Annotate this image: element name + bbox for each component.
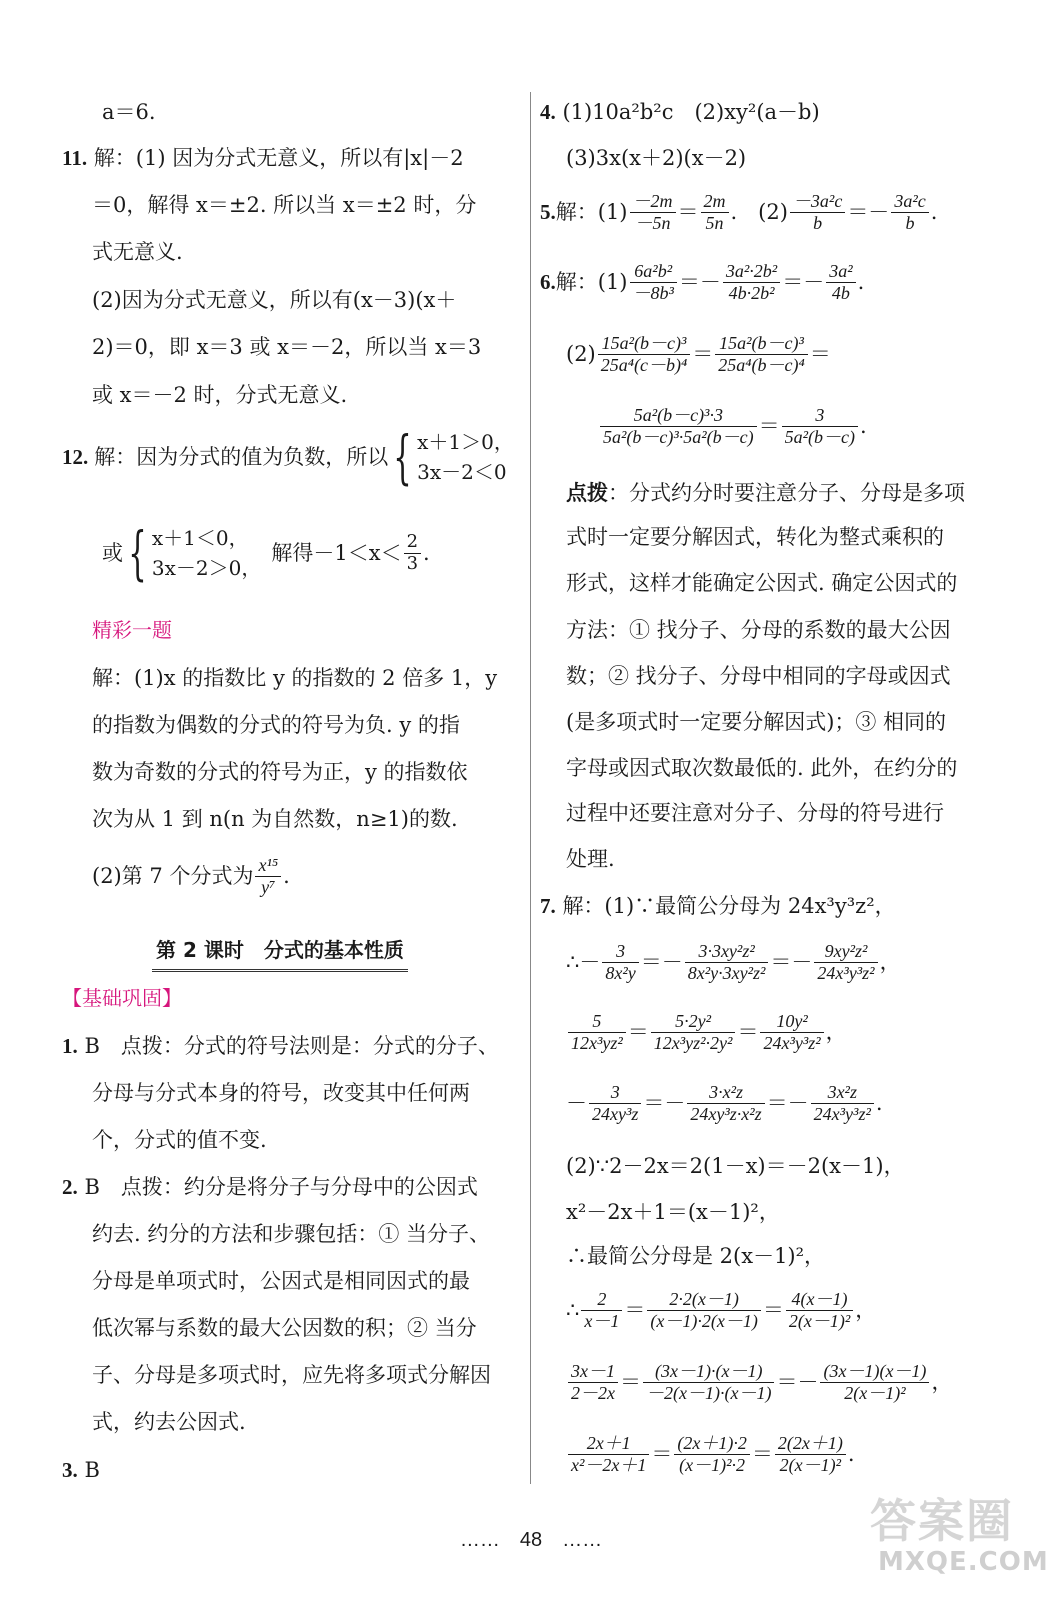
fraction: $\frac{(3x-1)\cdot(x-1)}{-2(x-1)\cdot(x-1)}$ xyxy=(643,1362,774,1403)
tip-line1: 点拨：分式约分时要注意分子、分母是多项 xyxy=(566,480,965,505)
page-number: …… 48 …… xyxy=(459,1529,603,1551)
tip-line5: 数；② 找分子、分母中相同的字母或因式 xyxy=(566,664,951,688)
question-number: 11. xyxy=(62,146,88,170)
q6-part2-cont: $\frac{\text{5a²(b－c)³·3}}{\text{5a²(b－c)³·5a²(b－c)}}$ ＝ $\frac{3}{\text{5a²(b－c)}}$ . xyxy=(598,406,867,447)
fraction: $\frac{\text{5a²(b－c)³·3}}{\text{5a²(b－c)³·5a²(b－c)}}$ xyxy=(600,406,757,447)
q2-line3: 分母是单项式时，公因式是相同因式的最 xyxy=(92,1269,470,1293)
fraction: $\frac{\text{3a²c}}{b}$ xyxy=(891,192,928,233)
brace-icon: { xyxy=(128,519,147,587)
inequality-system-2 xyxy=(123,519,262,587)
q11-line3: 式无意义. xyxy=(92,240,183,264)
fraction: $\frac{-2m}{-5n}$ xyxy=(630,192,676,233)
sys2-row1: x＋1＜0， xyxy=(151,526,249,550)
question-2: 2. B 点拨：约分是将分子与分母中的公因式 xyxy=(62,1175,478,1199)
question-4: 4. (1)10a²b²c (2)xy²(a－b) xyxy=(540,100,820,124)
fraction: $\frac{3}{\text{24xy³z}}$ xyxy=(589,1083,641,1124)
q11-line6: 或 x＝－2 时，分式无意义. xyxy=(92,383,348,407)
q7-eq-b: $\frac{5}{\text{12x³yz²}}$ ＝ $\frac{\text{5·2y²}}{\text{12x³yz²·2y²}}$ ＝ $\frac{\text{10y²}}{\text{24x³y³z²}}$ ， xyxy=(566,1012,847,1053)
watermark xyxy=(870,1485,1049,1585)
jingcai-heading: 精彩一题 xyxy=(92,618,172,642)
sys1-row1: x＋1＞0， xyxy=(417,430,514,454)
question-6: 6. 解：(1) $\frac{\text{6a²b²}}{\text{－8b³}}$ ＝－ $\frac{\text{3a²·2b²}}{\text{4b·2b²}}$ ＝－ $\frac{\text{3a²}}{4b}$ . xyxy=(540,261,865,303)
q2-line2: 约去. 约分的方法和步骤包括：① 当分子、 xyxy=(92,1222,491,1246)
fraction: $\frac{\text{15a²(b－c)³}}{\text{25a⁴(c－b)⁴}}$ xyxy=(598,334,691,375)
column-divider xyxy=(530,92,531,1484)
fraction: $\frac{(2x+1)\cdot 2}{\text{(x－1)²·2}}$ xyxy=(674,1434,749,1475)
or-text: 或 xyxy=(102,540,123,565)
q4-line2: (3)3x(x＋2)(x－2) xyxy=(566,146,747,170)
fraction: $\frac{\text{3·x²z}}{\text{24xy³z·x²z}}$ xyxy=(687,1083,764,1124)
q2-line6: 式，约去公因式. xyxy=(92,1410,246,1434)
fraction: $\frac{3}{\text{8x²y}}$ xyxy=(602,942,638,983)
question-11 xyxy=(62,148,464,169)
question-5: 5. 解：(1) $\frac{-2m}{-5n}$ ＝ $\frac{2m}{5n}$ . (2) $\frac{\text{－3a²c}}{b}$ ＝－ $\frac{\text{3a²c}}{b}$ . xyxy=(540,191,938,233)
q12-solution: 解得－1＜x＜ xyxy=(271,540,402,565)
answer-a-6: a＝6. xyxy=(102,100,156,124)
brace-icon: { xyxy=(393,423,412,491)
q11-line2: ＝0，解得 x＝±2. 所以当 x＝±2 时，分 xyxy=(92,193,477,217)
q7-line2: (2)∵2－2x＝2(1－x)＝－2(x－1)， xyxy=(566,1154,905,1178)
watermark-logo: 答案圈 xyxy=(870,1494,1014,1548)
tip-line9: 处理. xyxy=(566,847,615,871)
question-1: 1. B 点拨：分式的符号法则是：分式的分子、 xyxy=(62,1034,499,1058)
q7-line3: x²－2x＋1＝(x－1)²， xyxy=(566,1200,780,1224)
tip-line3: 形式，这样才能确定公因式. 确定公因式的 xyxy=(566,571,958,595)
tip-line2: 式时一定要分解因式，转化为整式乘积的 xyxy=(566,525,944,549)
fraction: $\frac{2}{x-1}$ xyxy=(581,1290,622,1331)
question-3: 3. B xyxy=(62,1458,100,1482)
tip-line8: 过程中还要注意对分子、分母的符号进行 xyxy=(566,801,944,825)
q7-eq-f: $\frac{2x+1}{\text{x²－2x＋1}}$ ＝ $\frac{(2x+1)\cdot 2}{\text{(x－1)²·2}}$ ＝ $\frac{2(2x+1)}{\text{2(x－1)²}}$ . xyxy=(566,1434,855,1475)
jc-line1: 解：(1)x 的指数比 y 的指数的 2 倍多 1，y xyxy=(92,666,498,690)
fraction: $\frac{\text{－3a²c}}{b}$ xyxy=(790,192,845,233)
q1-line3: 个，分式的值不变. xyxy=(92,1128,267,1152)
q7-eq-a: ∴－ $\frac{3}{\text{8x²y}}$ ＝－ $\frac{\text{3·3xy²z²}}{\text{8x²y·3xy²z²}}$ ＝－ $\frac{\text{9xy²z²}}{\text{24x³y³z²}}$ ， xyxy=(566,941,901,983)
q2-line4: 低次幂与系数的最大公因数的积；② 当分 xyxy=(92,1316,477,1340)
fraction: $\frac{2\cdot 2(x-1)}{(x-1)\cdot 2(x-1)}$ xyxy=(647,1290,760,1331)
sys1-row2: 3x－2＜0 xyxy=(417,460,507,484)
fraction: $\frac{2m}{5n}$ xyxy=(701,192,729,233)
q6-part2: (2) $\frac{\text{15a²(b－c)³}}{\text{25a⁴(c－b)⁴}}$ ＝ $\frac{\text{15a²(b－c)³}}{\text{25a⁴(b－c)⁴}}$ ＝ xyxy=(566,333,831,375)
section-title: 第 2 课时 分式的基本性质 xyxy=(152,930,408,972)
watermark-url: MXQE.COM xyxy=(878,1547,1049,1577)
fraction: $\frac{\text{6a²b²}}{\text{－8b³}}$ xyxy=(630,262,677,303)
fraction: $\frac{\text{3a²}}{4b}$ xyxy=(826,262,855,303)
tip-line4: 方法：① 找分子、分母的系数的最大公因 xyxy=(566,618,951,642)
sys2-row2: 3x－2＞0， xyxy=(151,556,262,580)
q1-line2: 分母与分式本身的符号，改变其中任何两 xyxy=(92,1081,470,1105)
q7-eq-d: ∴ $\frac{2}{x-1}$ ＝ $\frac{2\cdot 2(x-1)}{(x-1)\cdot 2(x-1)}$ ＝ $\frac{4(x-1)}{\text{2(x－1)²}}$ ， xyxy=(566,1289,877,1331)
fraction: $\frac{\text{3a²·2b²}}{\text{4b·2b²}}$ xyxy=(723,262,780,303)
jc-line2: 的指数为偶数的分式的符号为负. y 的指 xyxy=(92,713,460,737)
tip-line7: 字母或因式取次数最低的. 此外，在约分的 xyxy=(566,756,958,780)
fraction: $\frac{5}{\text{12x³yz²}}$ xyxy=(568,1012,626,1053)
fraction: $\frac{2(2x+1)}{\text{2(x－1)²}}$ xyxy=(775,1434,846,1475)
tip-label: 点拨 xyxy=(566,480,608,505)
jc-line3: 数为奇数的分式的符号为正，y 的指数依 xyxy=(92,760,468,784)
jc-line5: (2)第 7 个分式为 $\frac{\text{x¹⁵}}{\text{y⁷}}$ . xyxy=(92,855,290,897)
question-12 xyxy=(62,423,514,491)
q11-line1: 解：(1) 因为分式无意义，所以有|x|－2 xyxy=(93,146,464,170)
fraction: $\frac{\text{15a²(b－c)³}}{\text{25a⁴(b－c)⁴}}$ xyxy=(715,334,808,375)
q7-eq-e: $\frac{3x-1}{2-2x}$ ＝ $\frac{(3x-1)\cdot(x-1)}{-2(x-1)\cdot(x-1)}$ ＝－ $\frac{(3x-1)(x-1)}{\text{2(x－1)²}}$ ， xyxy=(566,1362,952,1403)
fraction: $\frac{2x+1}{\text{x²－2x＋1}}$ xyxy=(568,1434,649,1475)
fraction: $\frac{\text{5·2y²}}{\text{12x³yz²·2y²}}$ xyxy=(651,1012,736,1053)
q11-line5: 2)＝0，即 x＝3 或 x＝－2，所以当 x＝3 xyxy=(92,335,482,359)
fraction: $\frac{\text{9xy²z²}}{\text{24x³y³z²}}$ xyxy=(814,942,877,983)
question-7: 7. 解：(1)∵最简公分母为 24x³y³z²， xyxy=(540,894,896,918)
fraction: $\frac{3x-1}{2-2x}$ xyxy=(568,1362,618,1403)
tip-line6: (是多项式时一定要分解因式)；③ 相同的 xyxy=(566,710,947,734)
jichu-heading: 【基础巩固】 xyxy=(62,986,182,1010)
fraction: $\frac{\text{3·3xy²z²}}{\text{8x²y·3xy²z²}}$ xyxy=(685,942,769,983)
fraction: $\frac{\text{x¹⁵}}{\text{y⁷}}$ xyxy=(255,856,281,897)
inequality-system-1 xyxy=(388,423,514,491)
jc-line4: 次为从 1 到 n(n 为自然数，n≥1)的数. xyxy=(92,807,458,831)
fraction: $\frac{(3x-1)(x-1)}{\text{2(x－1)²}}$ xyxy=(820,1362,929,1403)
q12-text: 解：因为分式的值为负数，所以 xyxy=(94,444,389,469)
q11-line4: (2)因为分式无意义，所以有(x－3)(x＋ xyxy=(92,288,457,312)
q2-line5: 子、分母是多项式时，应先将多项式分解因 xyxy=(92,1363,491,1387)
q7-line4: ∴最简公分母是 2(x－1)²， xyxy=(566,1244,826,1268)
fraction: $\frac{3}{\text{5a²(b－c)}}$ xyxy=(782,406,858,447)
fraction: $\frac{\text{3x²z}}{\text{24x³y³z²}}$ xyxy=(811,1083,874,1124)
fraction: $\frac{\text{10y²}}{\text{24x³y³z²}}$ xyxy=(760,1012,823,1053)
q7-eq-c: － $\frac{3}{\text{24xy³z}}$ ＝－ $\frac{\text{3·x²z}}{\text{24xy³z·x²z}}$ ＝－ $\frac{\text{3x²z}}{\text{24x³y³z²}}$ . xyxy=(566,1082,883,1124)
question-number: 12. xyxy=(62,444,89,469)
fraction: $\frac{4(x-1)}{\text{2(x－1)²}}$ xyxy=(786,1290,853,1331)
q12-second-system: 或 { x＋1＜0， 3x－2＞0， 解得－1＜x＜ $\frac{2}{3}$ . xyxy=(102,519,430,587)
fraction: $\frac{2}{3}$ xyxy=(404,533,421,574)
